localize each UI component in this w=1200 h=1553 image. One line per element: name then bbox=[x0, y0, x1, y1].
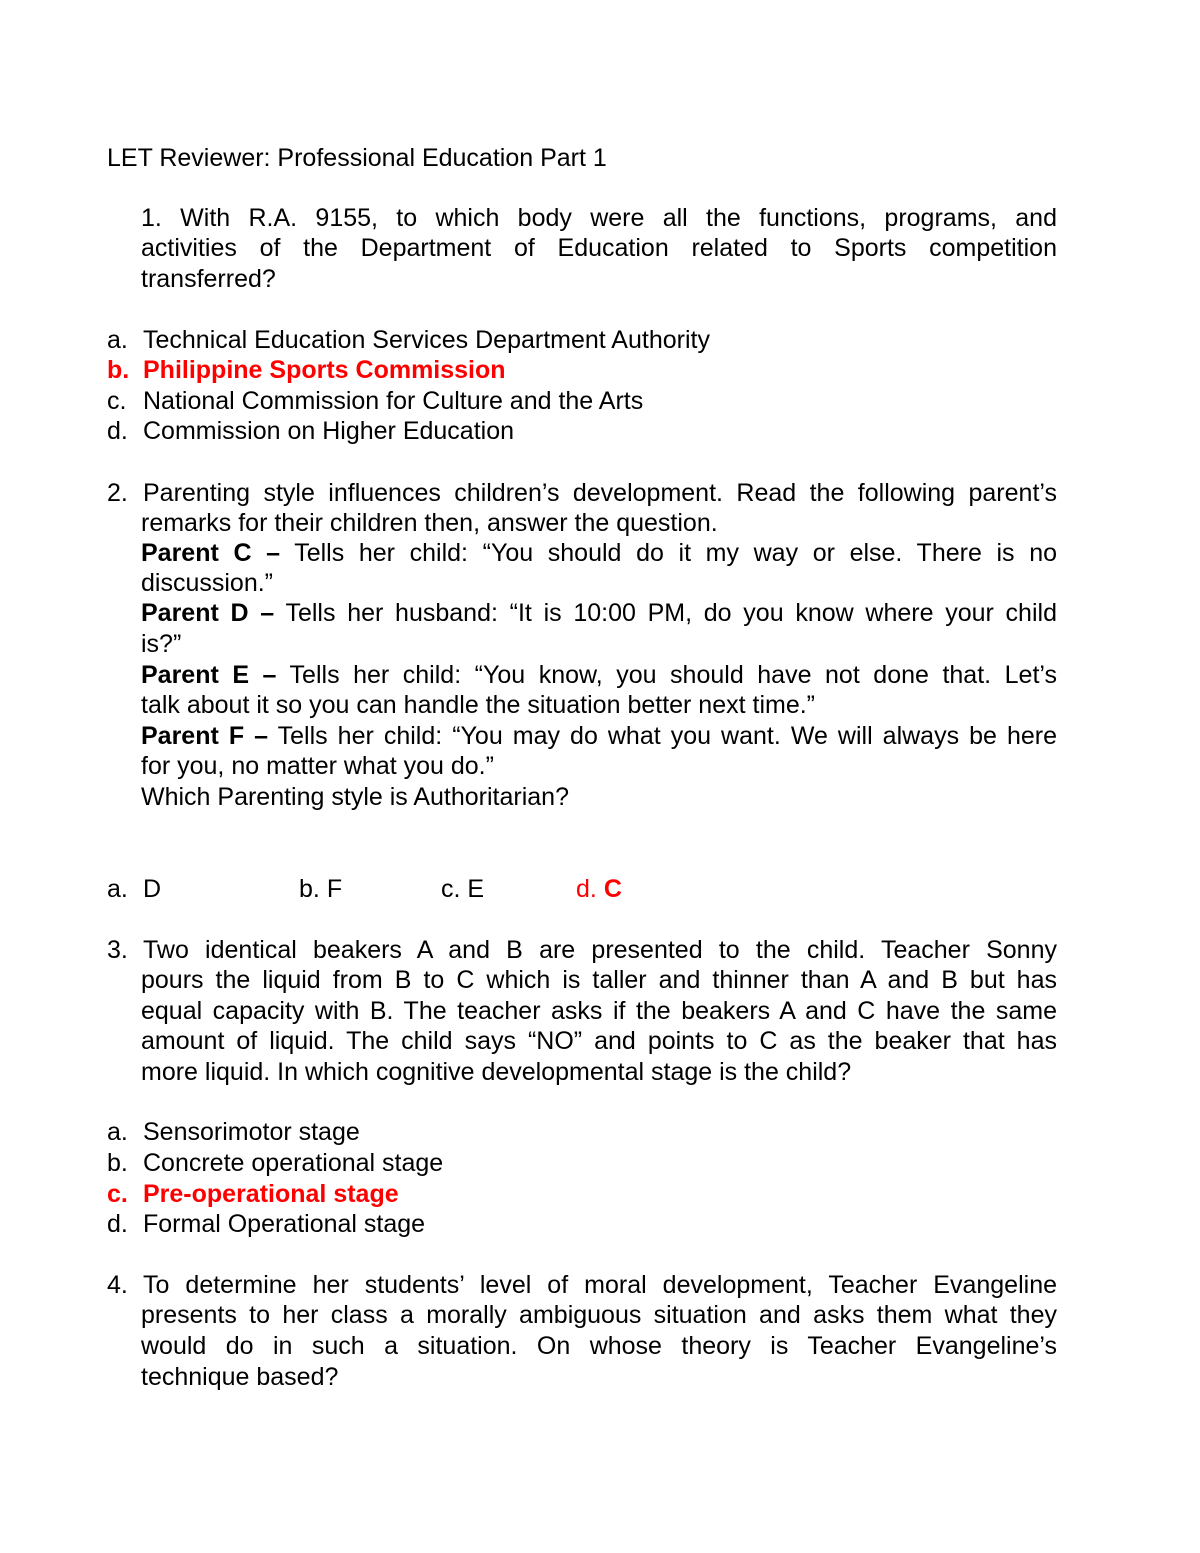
parent-d-remark-cont: is?” bbox=[141, 630, 182, 658]
option-text: Formal Operational stage bbox=[143, 1210, 426, 1238]
question-4-line: would do in such a situation. On whose theory is Teacher Evangeline’s bbox=[141, 1332, 1057, 1360]
question-3-number: 3. bbox=[107, 936, 128, 964]
option-letter: d. bbox=[107, 417, 128, 445]
option-text: D bbox=[143, 875, 162, 903]
question-4-line: presents to her class a morally ambiguous situation and asks them what they bbox=[141, 1301, 1057, 1329]
question-1-line: activities of the Department of Education related to Sports competition bbox=[141, 234, 1057, 262]
question-1-line: transferred? bbox=[141, 265, 276, 293]
q3-option-d bbox=[107, 1209, 425, 1239]
question-4-line: technique based? bbox=[141, 1363, 339, 1391]
document-title: LET Reviewer: Professional Education Part 1 bbox=[107, 144, 607, 172]
parent-f-remark bbox=[141, 721, 1057, 751]
option-letter: b. bbox=[299, 875, 320, 903]
option-text: Sensorimotor stage bbox=[143, 1118, 360, 1146]
parent-e-remark-cont: talk about it so you can handle the situation better next time.” bbox=[141, 691, 816, 719]
parent-remark-text: Tells her child: “You may do what you want. We will always be here bbox=[268, 722, 1057, 750]
option-text: C bbox=[603, 875, 622, 903]
parent-remark-text: Tells her child: “You should do it my way or else. There is no bbox=[280, 539, 1057, 567]
option-text: Commission on Higher Education bbox=[143, 417, 515, 445]
question-1-line: 1. With R.A. 9155, to which body were all the functions, programs, and bbox=[141, 204, 1057, 232]
question-3-line: pours the liquid from B to C which is taller and thinner than A and B but has bbox=[141, 966, 1057, 994]
question-2-line: remarks for their children then, answer the question. bbox=[141, 509, 718, 537]
parent-label: Parent D – bbox=[141, 599, 275, 627]
question-3-line: more liquid. In which cognitive developmental stage is the child? bbox=[141, 1058, 852, 1086]
q3-option-a bbox=[107, 1117, 360, 1147]
q1-option-a bbox=[107, 325, 710, 355]
parent-remark-text: Tells her child: “You know, you should have not done that. Let’s bbox=[276, 661, 1057, 689]
option-text: Pre-operational stage bbox=[143, 1180, 399, 1208]
question-2-prompt: Which Parenting style is Authoritarian? bbox=[141, 783, 569, 811]
parent-label: Parent E – bbox=[141, 661, 277, 689]
q2-option-a bbox=[107, 874, 161, 904]
question-3-line: equal capacity with B. The teacher asks if the beakers A and C have the same bbox=[141, 997, 1057, 1025]
parent-c-remark bbox=[141, 538, 1057, 568]
option-text: F bbox=[326, 875, 343, 903]
parent-label: Parent C – bbox=[141, 539, 281, 567]
option-letter: b. bbox=[107, 356, 130, 384]
option-letter: c. bbox=[107, 387, 127, 415]
parent-remark-text: Tells her husband: “It is 10:00 PM, do you know where your child bbox=[274, 599, 1057, 627]
option-letter: a. bbox=[107, 875, 128, 903]
option-text: Concrete operational stage bbox=[143, 1149, 444, 1177]
option-letter: a. bbox=[107, 1118, 128, 1146]
question-4-number: 4. bbox=[107, 1271, 128, 1299]
q2-option-c bbox=[441, 874, 484, 904]
q3-option-b bbox=[107, 1148, 443, 1178]
q1-option-c bbox=[107, 386, 643, 416]
option-text: Philippine Sports Commission bbox=[143, 356, 506, 384]
option-letter: b. bbox=[107, 1149, 128, 1177]
q1-option-d bbox=[107, 416, 514, 446]
q2-option-d-answer bbox=[576, 874, 622, 904]
parent-d-remark bbox=[141, 598, 1057, 628]
option-letter: d. bbox=[107, 1210, 128, 1238]
q2-option-b bbox=[299, 874, 342, 904]
option-letter: c. bbox=[107, 1180, 128, 1208]
question-3-line: Two identical beakers A and B are presented to the child. Teacher Sonny bbox=[143, 936, 1057, 964]
q1-option-b-answer bbox=[107, 355, 506, 385]
question-4-line: To determine her students’ level of moral development, Teacher Evangeline bbox=[143, 1271, 1057, 1299]
question-2-number: 2. bbox=[107, 479, 128, 507]
option-text: E bbox=[467, 875, 485, 903]
question-3-line: amount of liquid. The child says “NO” and points to C as the beaker that has bbox=[141, 1027, 1057, 1055]
parent-f-remark-cont: for you, no matter what you do.” bbox=[141, 752, 494, 780]
parent-e-remark bbox=[141, 660, 1057, 690]
option-text: Technical Education Services Department Authority bbox=[143, 326, 710, 354]
parent-c-remark-cont: discussion.” bbox=[141, 569, 273, 597]
option-text: National Commission for Culture and the Arts bbox=[143, 387, 644, 415]
option-letter: c. bbox=[441, 875, 461, 903]
parent-label: Parent F – bbox=[141, 722, 269, 750]
option-letter: d. bbox=[576, 875, 597, 903]
q3-option-c-answer bbox=[107, 1179, 399, 1209]
question-2-line: Parenting style influences children’s development. Read the following parent’s bbox=[143, 479, 1057, 507]
option-letter: a. bbox=[107, 326, 128, 354]
